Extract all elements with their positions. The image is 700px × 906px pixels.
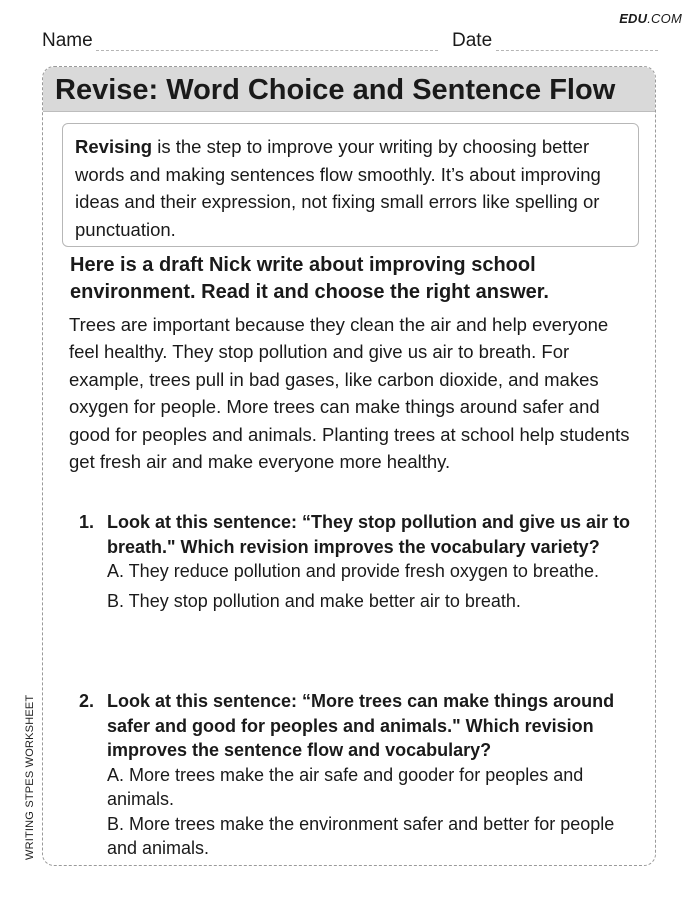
definition-text: is the step to improve your writing by choosing better words and making sentences flow smoothly. It’s about improving ideas and their expression, not fixing small errors like spelling or punctuation.	[75, 136, 601, 240]
name-line[interactable]	[96, 50, 438, 51]
logo-edu-text: EDU	[619, 11, 648, 26]
question-2	[79, 689, 639, 861]
date-line[interactable]	[496, 50, 658, 51]
logo-com-text: .COM	[647, 11, 682, 26]
answer-option-a[interactable]: A. They reduce pollution and provide fresh oxygen to breathe.	[107, 561, 599, 581]
name-label: Name	[42, 30, 93, 51]
question-text: Look at this sentence: “More trees can make things around safer and good for peoples and animals." Which revision improves the sentence flow and vocabulary?	[107, 691, 615, 760]
question-text: Look at this sentence: “They stop pollution and give us air to breath." Which revision improves the vocabulary variety?	[107, 512, 631, 557]
instructions: Here is a draft Nick write about improving school environment. Read it and choose the right answer.	[70, 254, 549, 303]
date-label: Date	[452, 30, 493, 51]
draft-passage: Trees are important because they clean the air and help everyone feel healthy. They stop pollution and give us air to breath. For example, trees pull in bad gases, like carbon dioxide, and makes oxygen for people. More trees can make things around safer and good for peoples and animals. Planting trees at school help students get fresh air and make everyone more healthy.	[69, 314, 630, 473]
edu-com-logo	[619, 11, 682, 26]
worksheet-type-label: WRITING STPES WORKSHEET	[24, 694, 36, 860]
worksheet-frame	[42, 66, 656, 866]
question-number: 2.	[79, 691, 95, 711]
question-number: 1.	[79, 512, 95, 532]
definition-box	[62, 123, 639, 247]
answer-option-a[interactable]: A. More trees make the air safe and gooder for peoples and animals.	[107, 764, 584, 809]
answer-option-b[interactable]: B. More trees make the environment safer and better for people and animals.	[107, 813, 615, 858]
title-bar	[43, 67, 655, 112]
definition-term: Revising	[75, 136, 153, 157]
question-1	[79, 510, 639, 613]
name-date-row	[42, 30, 658, 52]
worksheet-title: Revise: Word Choice and Sentence Flow	[55, 74, 616, 106]
answer-option-b[interactable]: B. They stop pollution and make better air to breath.	[107, 590, 521, 611]
